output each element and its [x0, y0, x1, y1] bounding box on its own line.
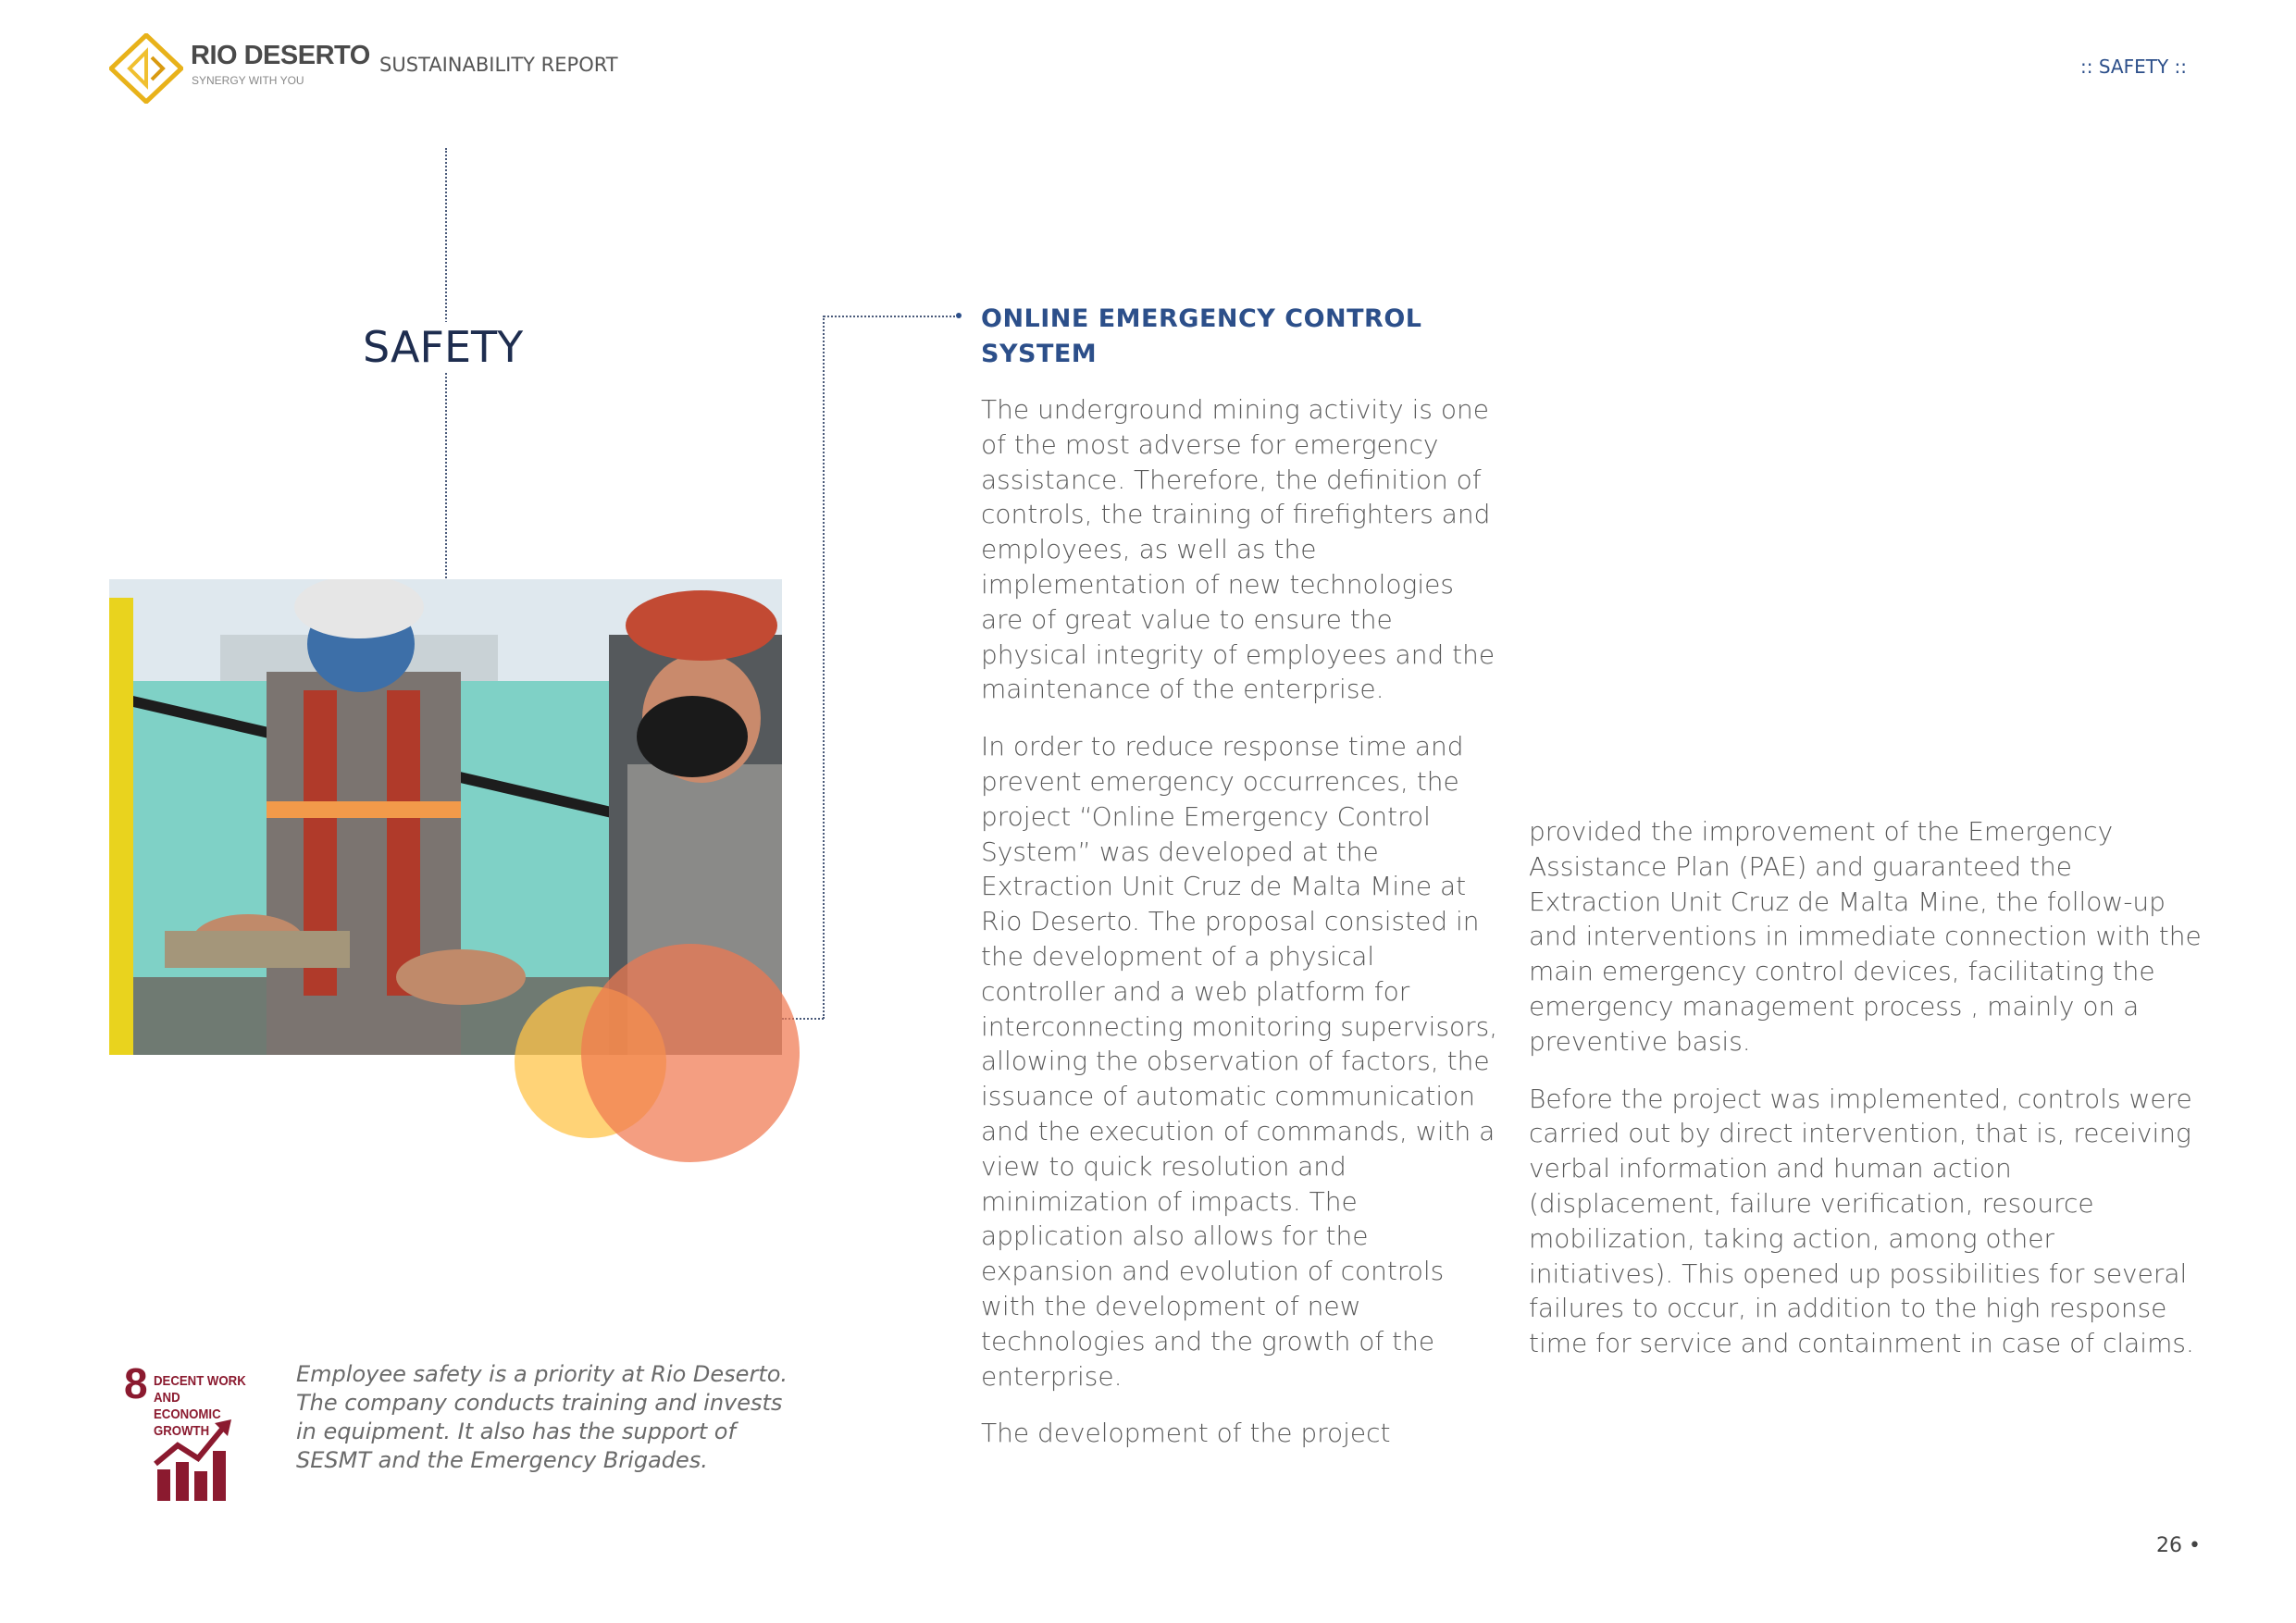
- report-title: SUSTAINABILITY REPORT: [379, 54, 618, 76]
- economic-growth-chart-icon: [154, 1418, 233, 1501]
- article-column-2: [1529, 814, 2204, 1383]
- article-title: ONLINE EMERGENCY CONTROL SYSTEM: [981, 304, 1422, 368]
- connector-dot: [956, 313, 962, 318]
- sdg-label-line2: ECONOMIC GROWTH: [154, 1406, 221, 1439]
- paragraph: The development of the project: [981, 1418, 1391, 1449]
- section-tag: :: SAFETY ::: [2080, 56, 2187, 78]
- sdg-label-line1: DECENT WORK AND: [154, 1373, 246, 1406]
- paragraph: In order to reduce response time and prevent emergency occurrences, the project “Online Emergency Control System” was developed at the Extraction Unit Cruz de Malta Mine at Rio Deserto. The proposal consisted in the development of a physical controller and a web platform for interconnecting monitoring supervisors, allowing the observation of factors, the issuance of automatic communication and the execution of commands, with a view to quick resolution and minimization of impacts. The application also allows for the expansion and evolution of controls with the development of new technologies and the growth of the enterprise.: [981, 731, 1498, 1392]
- connector-line-vertical: [823, 316, 825, 1019]
- brand-tagline: SYNERGY WITH YOU: [192, 74, 304, 87]
- brand-name: RIO DESERTO: [191, 41, 370, 70]
- sdg-caption: Employee safety is a priority at Rio Deserto. The company conducts training and invests in equipment. It also has the support of SESMT and the Emergency Brigades.: [296, 1361, 788, 1473]
- article-column-1: [981, 392, 1499, 1473]
- page-heading: SAFETY: [359, 322, 527, 372]
- page-number: 26 •: [2156, 1534, 2201, 1557]
- paragraph: The underground mining activity is one of the most adverse for emergency assistance. Therefore, the definition of controls, the training of firefighters and employees, as well as the implementation of new technologies are of great value to ensure the physical integrity of employees and the maintenance of the enterprise.: [981, 394, 1496, 705]
- paragraph: Before the project was implemented, controls were carried out by direct intervention, that is, receiving verbal information and human action (displacement, failure verification, resource mobilization, taking action, among other initiatives). This opened up possibilities for several failures to occur, in addition to the high response time for service and containment in case of claims.: [1529, 1083, 2194, 1359]
- rio-deserto-logo-icon: [109, 33, 183, 104]
- paragraph: provided the improvement of the Emergency Assistance Plan (PAE) and guaranteed the Extraction Unit Cruz de Malta Mine, the follow-up and interventions in immediate connection with the main emergency control devices, facilitating the emergency management process , mainly on a preventive basis.: [1529, 816, 2202, 1057]
- sdg-number: 8: [124, 1359, 148, 1407]
- connector-line-top: [824, 316, 959, 317]
- decorative-circle-orange: [581, 944, 800, 1162]
